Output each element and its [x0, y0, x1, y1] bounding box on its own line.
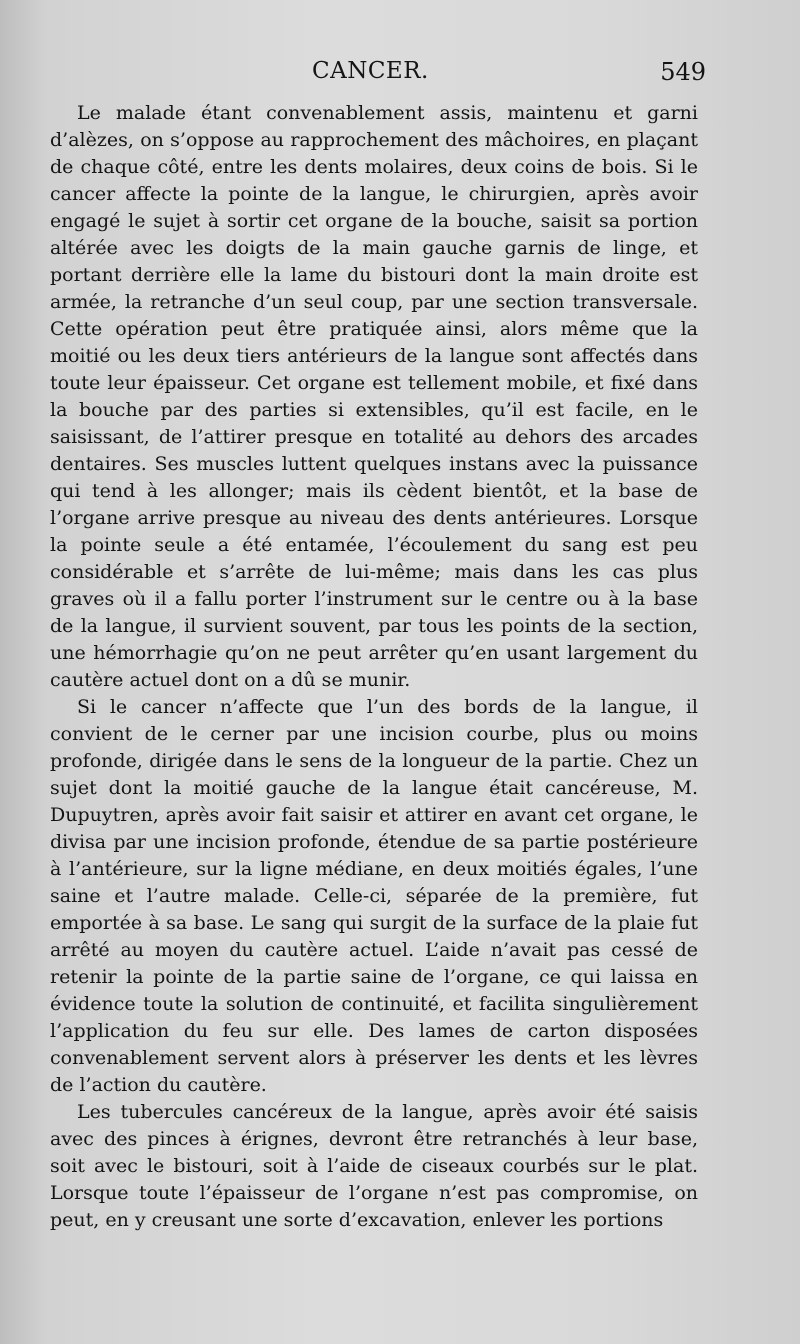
body-text	[50, 100, 698, 1234]
paragraph-2: Si le cancer n’affecte que l’un des bords de la langue, il convient de le cerner par une incision courbe, plus ou moins profonde, dirigée dans le sens de la longueur de la partie. Chez un sujet dont la moitié gauche de la langue était cancéreuse, M. Dupuytren, après avoir fait saisir et attirer en avant cet organe, le divisa par une incision profonde, étendue de sa partie postérieure à l’antérieure, sur la ligne médiane, en deux moitiés égales, l’une saine et l’autre malade. Celle-ci, séparée de la première, fut emportée à sa base. Le sang qui surgit de la surface de la plaie fut arrêté au moyen du cautère actuel. L’aide n’avait pas cessé de retenir la pointe de la partie saine de l’organe, ce qui laissa en évidence toute la solution de continuité, et facilita singulièrement l’application du feu sur elle. Des lames de carton disposées convenablement servent alors à préserver les dents et les lèvres de l’action du cautère.	[50, 696, 698, 1096]
page-number: 549	[660, 58, 706, 86]
paragraph-3: Les tubercules cancéreux de la langue, après avoir été saisis avec des pinces à érignes, devront être retranchés à leur base, soit avec le bistouri, soit à l’aide de ciseaux courbés sur le plat. Lorsque toute l’épaisseur de l’organe n’est pas compromise, on peut, en y creusant une sorte d’excavation, enlever les portions	[50, 1101, 698, 1231]
paragraph-1: Le malade étant convenablement assis, maintenu et garni d’alèzes, on s’oppose au rapprochement des mâchoires, en plaçant de chaque côté, entre les dents molaires, deux coins de bois. Si le cancer affecte la pointe de la langue, le chirurgien, après avoir engagé le sujet à sortir cet organe de la bouche, saisit sa portion altérée avec les doigts de la main gauche garnis de linge, et portant derrière elle la lame du bistouri dont la main droite est armée, la retranche d’un seul coup, par une section transversale. Cette opération peut être pratiquée ainsi, alors même que la moitié ou les deux tiers antérieurs de la langue sont affectés dans toute leur épaisseur. Cet organe est tellement mobile, et fixé dans la bouche par des parties si extensibles, qu’il est facile, en le saisissant, de l’attirer presque en totalité au dehors des arcades dentaires. Ses muscles luttent quelques instans avec la puissance qui tend à les allonger; mais ils cèdent bientôt, et la base de l’organe arrive presque au niveau des dents antérieures. Lorsque la pointe seule a été entamée, l’écoulement du sang est peu considérable et s’arrête de lui-même; mais dans les cas plus graves où il a fallu porter l’instrument sur le centre ou à la base de la langue, il survient souvent, par tous les points de la section, une hémorrhagie qu’on ne peut arrêter qu’en usant largement du cautère actuel dont on a dû se munir.	[50, 102, 698, 691]
running-head	[50, 58, 704, 98]
running-title: CANCER.	[312, 58, 429, 84]
